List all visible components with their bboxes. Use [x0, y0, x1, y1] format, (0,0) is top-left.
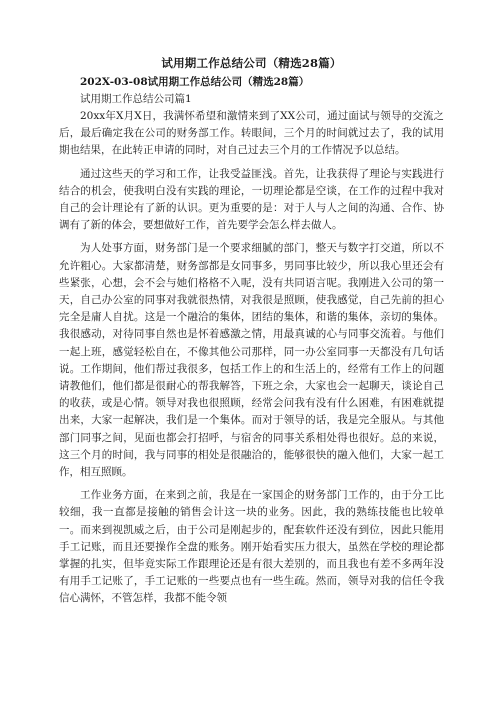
paragraph-2: 通过这些天的学习和工作，让我受益匪浅。首先，让我获得了理论与实践进行结合的机会，使我明白没有实践的理论，一切理论都是空谈，在工作的过程中我对自己的会计理论有了新的认识。更为重要的是：对于人与人之间的沟通、合作、协调有了新的体会，要想做好工作，首先要学会怎么样去做人。	[59, 167, 444, 232]
paragraph-4: 工作业务方面，在来到之前，我是在一家国企的财务部门工作的，由于分工比较细，我一直都是接触的销售会计这一块的业务。因此，我的熟练技能也比较单一。而来到视凯威之后，由于公司是刚起步的，配套软件还没有到位，因此只能用手工记账，而且还要操作全盘的账务。刚开始看实压力很大，虽然在学校的理论都掌握的扎实，但毕竟实际工作跟理论还是有很大差别的，而且我也有差不多两年没有用手工记账了，手工记账的一些要点也有一些生疏。然而，领导对我的信任令我信心满怀，不管怎样，我都不能令领	[59, 489, 444, 605]
document-title: 试用期工作总结公司（精选28篇）	[161, 56, 342, 70]
document-date-line: 202X-03-08试用期工作总结公司（精选28篇）	[80, 76, 310, 88]
paragraph-3: 为人处事方面，财务部门是一个要求细腻的部门，整天与数字打交道，所以不允许粗心。大家都清楚，财务部都是女同事多，男同事比较少，所以我心里还会有些紧张，心想，会不会与她们格格不入呢，没有共同语言呢。我刚进入公司的第一天，自己办公室的同事对我就很热情，对我很是照顾，使我感觉，自己先前的担心完全是庸人自扰。这是一个融洽的集体，团结的集体，和谐的集体，亲切的集体。我很感动，对待同事自然也是怀着感激之情，用最真诚的心与同事交流着。与他们一起上班，感觉轻松自在，不像其他公司那样，同一办公室同事一天都没有几句话说。工作期间，他们帮过我很多，包括工作上的和生活上的，经常有工作上的问题请教他们，他们都是很耐心的帮我解答，下班之余，大家也会一起聊天，谈论自己的收获，或是心情。领导对我也很照顾，经常会问我有没有什么困难，有困难就提出来，大家一起解决，我们是一个集体。而对于领导的话，我是完全服从。与其他部门同事之间，见面也都会打招呼，与宿舍的同事关系相处得也很好。总的来说，这三个月的时间，我与同事的相处是很融洽的，能够很快的融入他们，大家一起工作，相互照顾。	[59, 242, 444, 479]
paragraph-1: 20xx年X月X日，我满怀希望和激情来到了XX公司，通过面试与领导的交流之后，最后确定我在公司的财务部工作。转眼间，三个月的时间就过去了，我的试用期也结果，在此转正申请的同时，对自己过去三个月的工作情况予以总结。	[59, 110, 444, 157]
section-heading: 试用期工作总结公司篇1	[80, 93, 192, 105]
document-body	[59, 108, 444, 608]
